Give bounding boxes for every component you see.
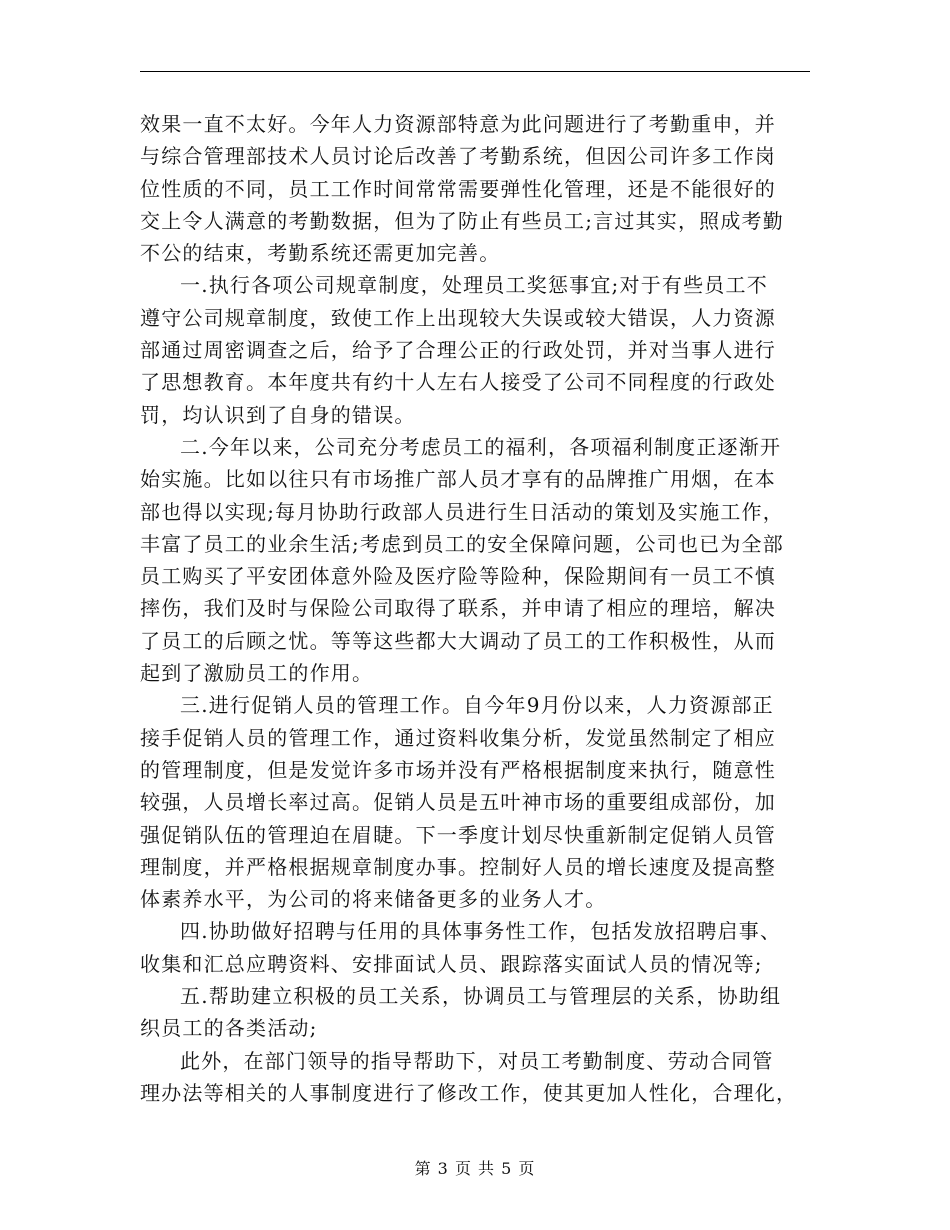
text-line: 位性质的不同，员工工作时间常常需要弹性化管理，还是不能很好的 bbox=[140, 176, 776, 201]
text-line: 织员工的各类活动; bbox=[140, 1016, 318, 1041]
text-line: 收集和汇总应聘资料、安排面试人员、跟踪落实面试人员的情况等; bbox=[140, 951, 763, 976]
text-line: 了思想教育。本年度共有约十人左右人接受了公司不同程度的行政处 bbox=[140, 370, 776, 395]
text-line: 强促销队伍的管理迫在眉睫。下一季度计划尽快重新制定促销人员管 bbox=[140, 822, 776, 847]
text-line: 较强，人员增长率过高。促销人员是五叶神市场的重要组成部份，加 bbox=[140, 790, 776, 815]
text-line: 理制度，并严格根据规章制度办事。控制好人员的增长速度及提高整 bbox=[140, 854, 776, 879]
text-line: 部通过周密调查之后，给予了合理公正的行政处罚，并对当事人进行 bbox=[140, 338, 776, 363]
page-number: 第 3 页 共 5 页 bbox=[414, 1159, 536, 1178]
text-line: 罚，均认识到了自身的错误。 bbox=[140, 402, 416, 427]
text-line: 员工购买了平安团体意外险及医疗险等险种，保险期间有一员工不慎 bbox=[140, 564, 776, 589]
text-line: 了员工的后顾之忧。等等这些都大大调动了员工的工作积极性，从而 bbox=[140, 628, 776, 653]
text-line: 与综合管理部技术人员讨论后改善了考勤系统，但因公司许多工作岗 bbox=[140, 144, 776, 169]
text-line: 丰富了员工的业余生活;考虑到员工的安全保障问题，公司也已为全部 bbox=[140, 531, 784, 556]
text-line: 四.协助做好招聘与任用的具体事务性工作，包括发放招聘启事、 bbox=[180, 919, 782, 944]
text-line: 三.进行促销人员的管理工作。自今年9月份以来，人力资源部正 bbox=[180, 693, 774, 718]
text-line: 二.今年以来，公司充分考虑员工的福利，各项福利制度正逐渐开 bbox=[180, 434, 782, 459]
text-line: 摔伤，我们及时与保险公司取得了联系，并申请了相应的理培，解决 bbox=[140, 596, 776, 621]
text-line: 不公的结束，考勤系统还需更加完善。 bbox=[140, 241, 501, 266]
text-line: 五.帮助建立积极的员工关系，协调员工与管理层的关系，协助组 bbox=[180, 984, 782, 1009]
text-line: 此外，在部门领导的指导帮助下，对员工考勤制度、劳动合同管 bbox=[180, 1048, 774, 1073]
text-line: 效果一直不太好。今年人力资源部特意为此问题进行了考勤重申，并 bbox=[140, 112, 776, 136]
text-line: 起到了激励员工的作用。 bbox=[140, 661, 374, 686]
text-line: 体素养水平，为公司的将来储备更多的业务人才。 bbox=[140, 887, 607, 912]
text-line: 部也得以实现;每月协助行政部人员进行生日活动的策划及实施工作， bbox=[140, 499, 784, 524]
text-line: 遵守公司规章制度，致使工作上出现较大失误或较大错误，人力资源 bbox=[140, 305, 776, 330]
text-line: 交上令人满意的考勤数据，但为了防止有些员工;言过其实，照成考勤 bbox=[140, 208, 784, 233]
text-line: 理办法等相关的人事制度进行了修改工作，使其更加人性化，合理化， bbox=[140, 1080, 798, 1105]
header-rule bbox=[140, 71, 810, 72]
text-line: 一.执行各项公司规章制度，处理员工奖惩事宜;对于有些员工不 bbox=[180, 273, 768, 298]
text-line: 始实施。比如以往只有市场推广部人员才享有的品牌推广用烟，在本 bbox=[140, 467, 776, 492]
text-line: 接手促销人员的管理工作，通过资料收集分析，发觉虽然制定了相应 bbox=[140, 725, 776, 750]
document-body bbox=[140, 108, 812, 1109]
text-line: 的管理制度，但是发觉许多市场并没有严格根据制度来执行，随意性 bbox=[140, 757, 776, 782]
